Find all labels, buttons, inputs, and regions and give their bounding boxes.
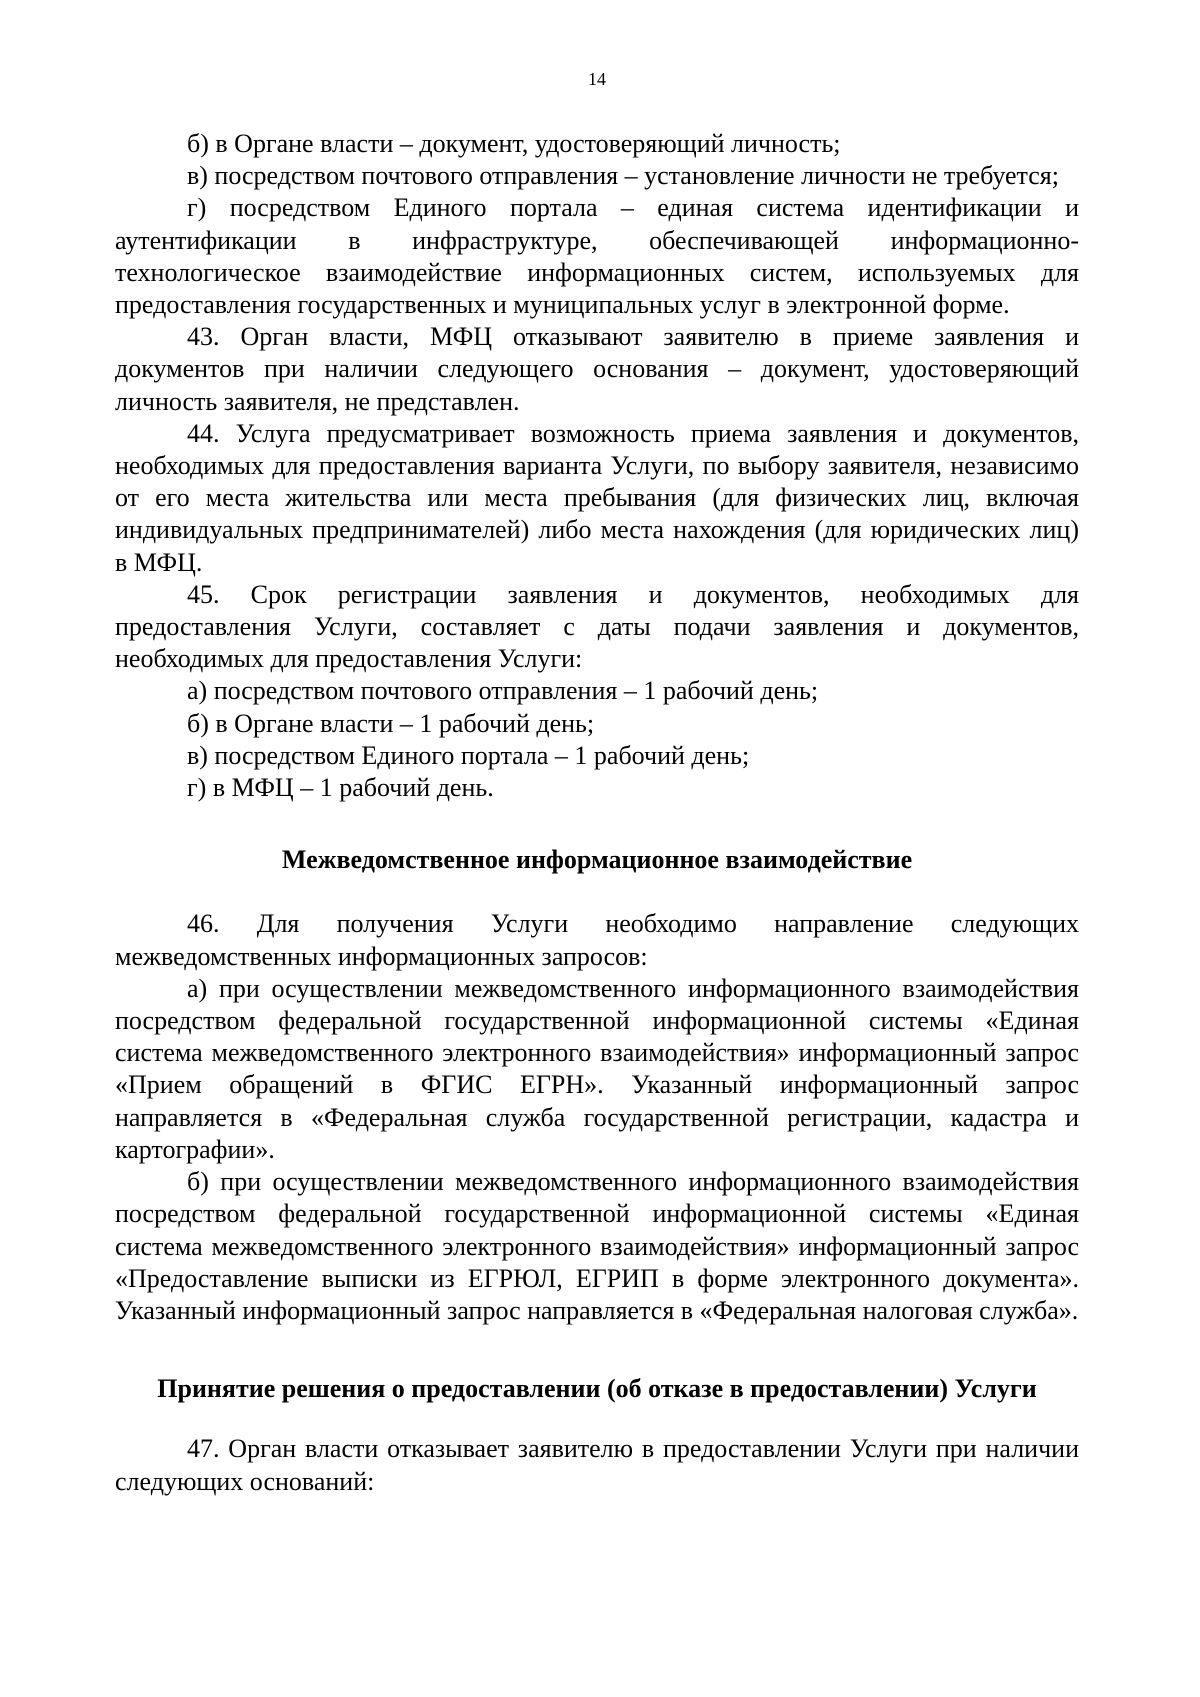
paragraph: 45. Срок регистрации заявления и документов, необходимых для предоставления Услуги, составляет с даты подачи заявления и документов, необходимых для предоставления Услуги:	[115, 579, 1079, 674]
paragraph: 47. Орган власти отказывает заявителю в предоставлении Услуги при наличии следующих оснований:	[115, 1434, 1079, 1496]
paragraph: г) в МФЦ – 1 рабочий день.	[187, 773, 494, 803]
section-heading: Межведомственное информационное взаимодействие	[281, 845, 913, 875]
page-number: 14	[588, 69, 606, 89]
paragraph: б) в Органе власти – 1 рабочий день;	[187, 708, 595, 738]
paragraph: 43. Орган власти, МФЦ отказывают заявителю в приеме заявления и документов при наличии следующего основания – документ, удостоверяющий личность заявителя, не представлен.	[115, 322, 1079, 416]
paragraph: 44. Услуга предусматривает возможность приема заявления и документов, необходимых для предоставления варианта Услуги, по выбору заявителя, независимо от его места жительства или места пребывания (для физических лиц, включая индивидуальных предпринимателей) либо места нахождения (для юридических лиц) в МФЦ.	[115, 418, 1079, 577]
section-heading: Принятие решения о предоставлении (об отказе в предоставлении) Услуги	[157, 1374, 1037, 1404]
paragraph: б) при осуществлении межведомственного информационного взаимодействия посредством федеральной государственной информационной системы «Единая система межведомственного электронного взаимодействия» информационный запрос «Предоставление выписки из ЕГРЮЛ, ЕГРИП в форме электронного документа». Указанный информационный запрос направляется в «Федеральная налоговая служба».	[115, 1167, 1079, 1325]
paragraph: в) посредством почтового отправления – установление личности не требуется;	[187, 161, 1059, 191]
paragraph: а) при осуществлении межведомственного информационного взаимодействия посредством федеральной государственной информационной системы «Единая система межведомственного электронного взаимодействия» информационный запрос «Прием обращений в ФГИС ЕГРН». Указанный информационный запрос направляется в «Федеральная служба государственной регистрации, кадастра и картографии».	[115, 973, 1079, 1164]
paragraph: г) посредством Единого портала – единая система идентификации и аутентификации в инфраструктуре, обеспечивающей информационно-технологическое взаимодействие информационных систем, используемых для предоставления государственных и муниципальных услуг в электронной форме.	[115, 193, 1079, 320]
paragraph: 46. Для получения Услуги необходимо направление следующих межведомственных информационных запросов:	[115, 909, 1079, 971]
paragraph: в) посредством Единого портала – 1 рабочий день;	[187, 740, 750, 770]
paragraph: б) в Органе власти – документ, удостоверяющий личность;	[187, 129, 841, 158]
paragraph: а) посредством почтового отправления – 1 рабочий день;	[187, 676, 819, 706]
document-page	[115, 68, 1079, 1498]
